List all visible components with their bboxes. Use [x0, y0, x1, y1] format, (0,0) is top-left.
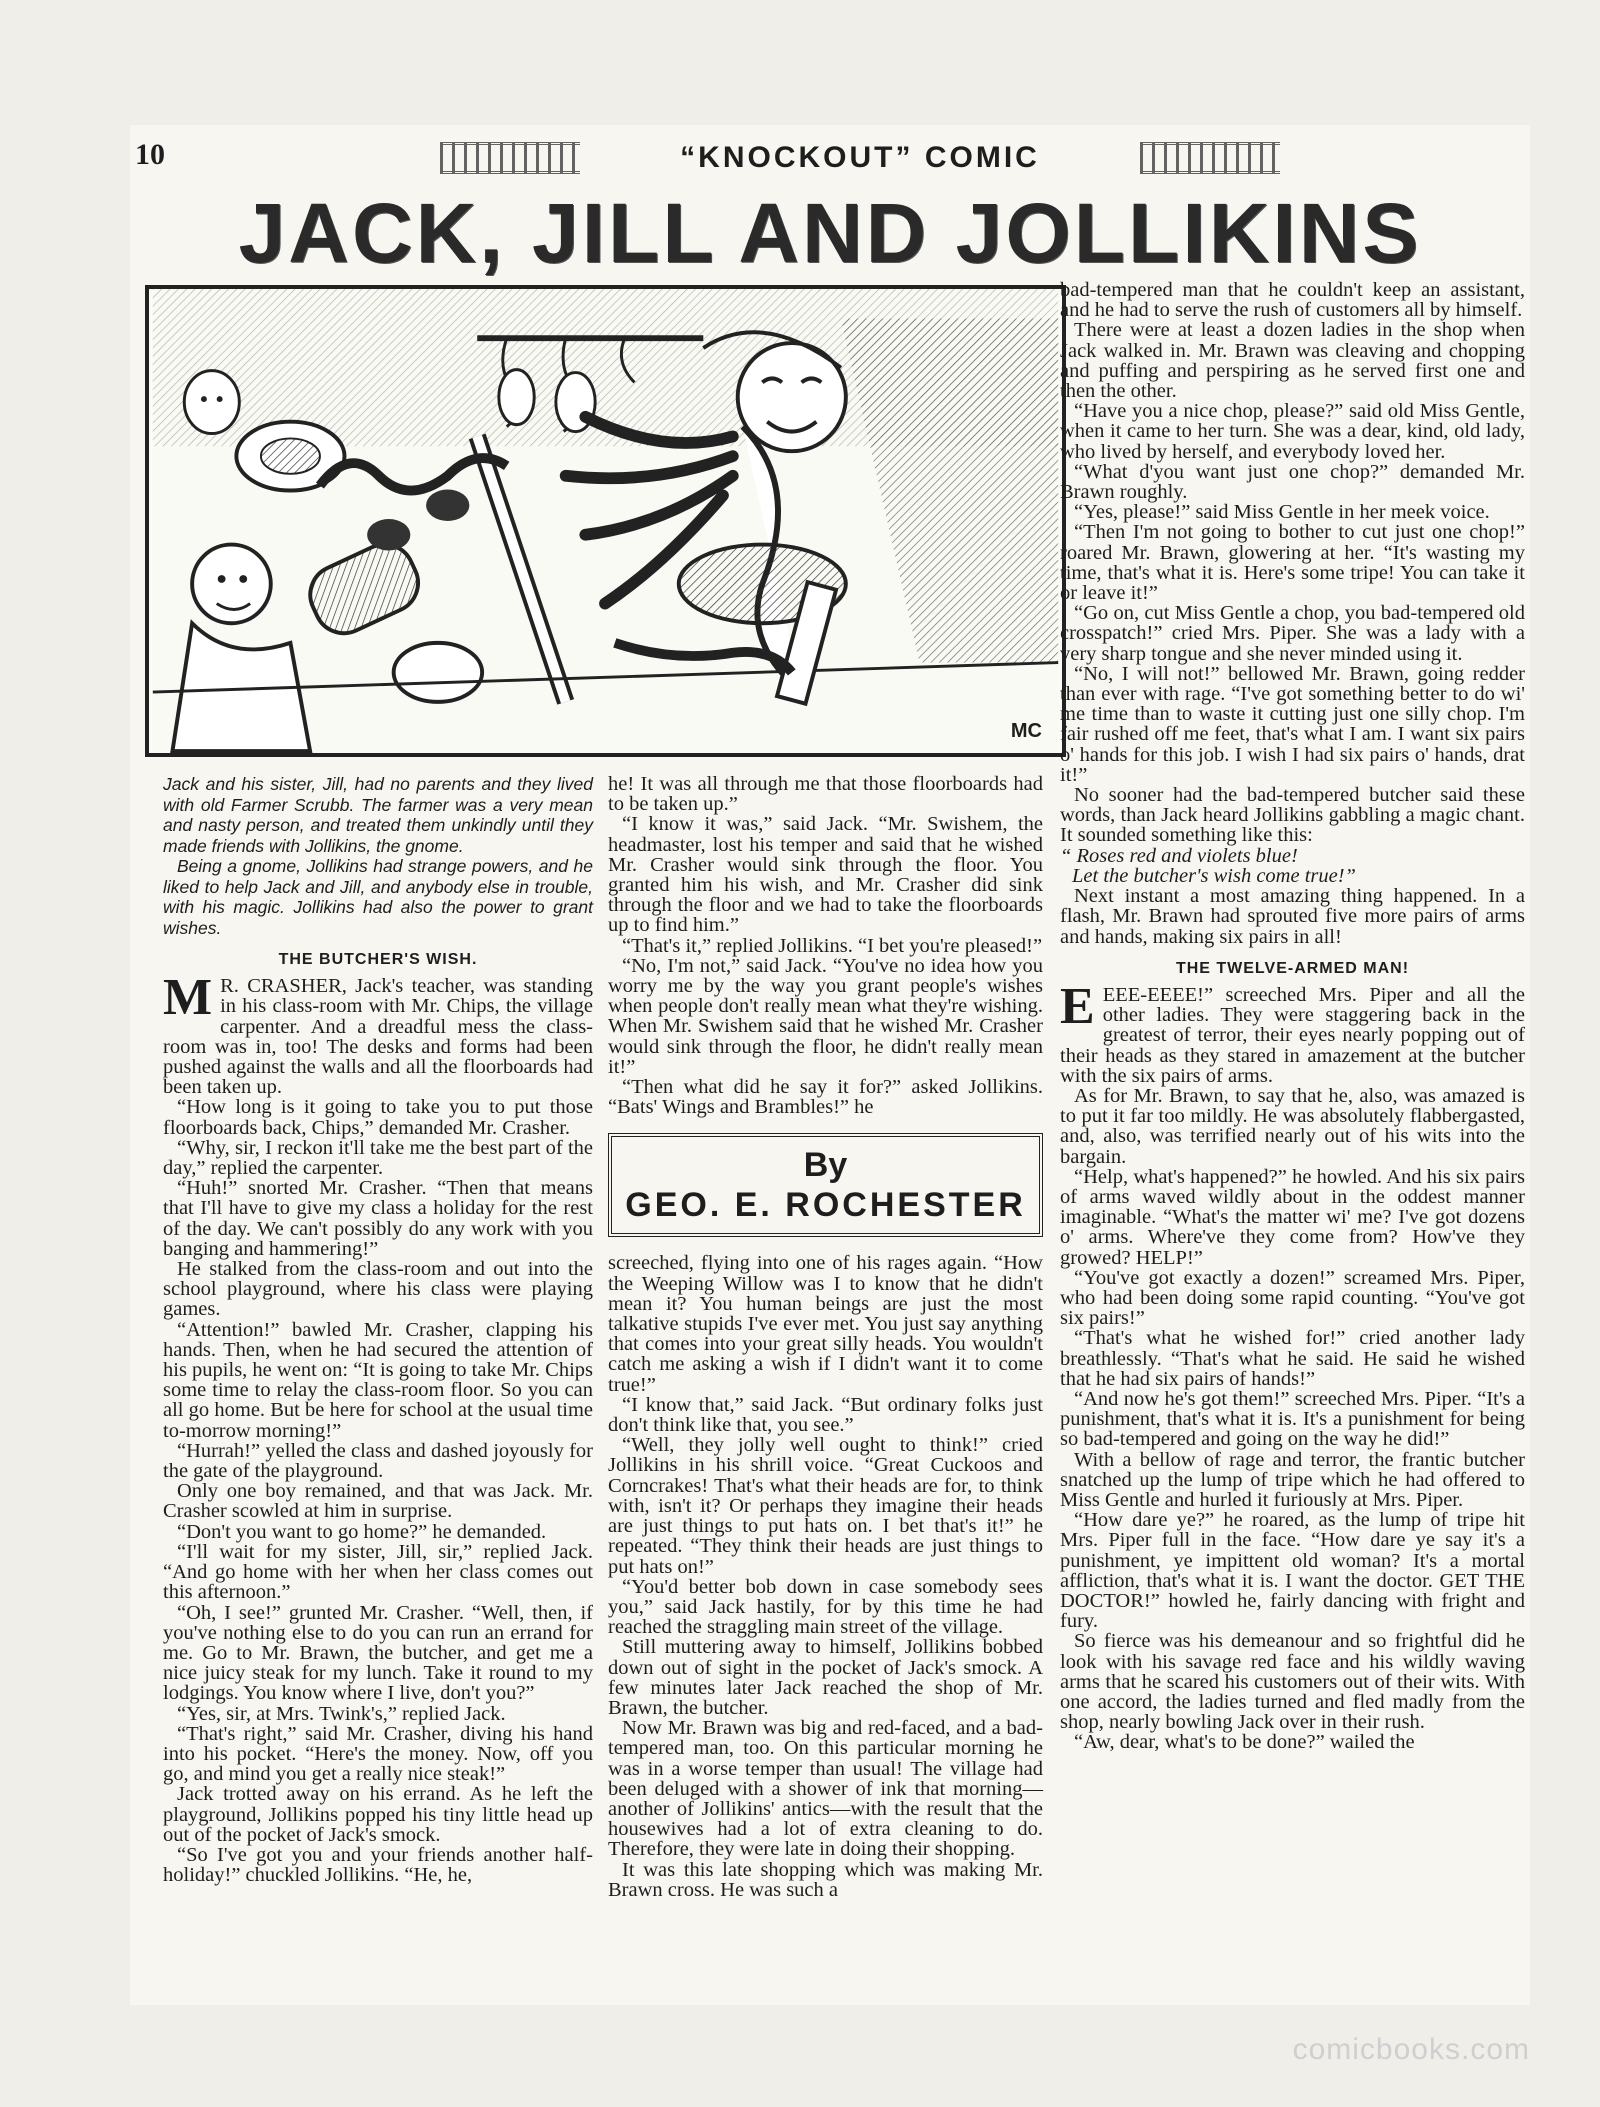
story-title: JACK, JILL AND JOLLIKINS — [238, 186, 1422, 280]
paragraph: “Go on, cut Miss Gentle a chop, you bad-tempered old crosspatch!” cried Mrs. Piper. She was a lady with a very sharp tongue and she never minded using it. — [1060, 602, 1525, 665]
paragraph: “That's right,” said Mr. Crasher, diving his hand into his pocket. “Here's the money. Now, off you go, and mind you get a really nice steak!” — [163, 1722, 593, 1786]
byline-author: GEO. E. ROCHESTER — [625, 1186, 1026, 1225]
paragraph: “Have you a nice chop, please?” said old Miss Gentle, when it came to her turn. She was a dear, kind, old lady, who lived by herself, and everybody loved her. — [1060, 400, 1525, 463]
paragraph: There were at least a dozen ladies in the shop when Jack walked in. Mr. Brawn was cleaving and chopping and puffing and perspiring as he served first one and then the other. — [1060, 319, 1525, 403]
chant-line: “ Roses red and violets blue! — [1060, 844, 1298, 867]
paragraph: “That's what he wished for!” cried another lady breathlessly. “That's what he said. He said he wished that he had six pairs of hands!” — [1060, 1327, 1525, 1390]
column-2 — [608, 774, 1043, 1900]
paragraph: bad-tempered man that he couldn't keep an assistant, and he had to serve the rush of customers all by himself. — [1060, 279, 1525, 322]
ornament-left — [440, 142, 580, 174]
chant-line: Let the butcher's wish come true!” — [1072, 864, 1356, 887]
artist-signature: MC — [1010, 720, 1042, 742]
paragraph: So fierce was his demeanour and so frightful did he look with his savage red face and his wildly waving arms that he scared his customers out of their wits. With one accord, the ladies turned and fled madly from the shop, nearly bowling Jack over in their rush. — [1060, 1630, 1525, 1734]
paragraph: Only one boy remained, and that was Jack. Mr. Crasher scowled at him in surprise. — [163, 1480, 593, 1523]
paragraph: “Then what did he say it for?” asked Jollikins. “Bats' Wings and Brambles!” he — [608, 1076, 1043, 1119]
byline-by: By — [803, 1146, 848, 1185]
paragraph: “How dare ye?” he roared, as the lump of tripe hit Mrs. Piper full in the face. “How dare ye say it's a punishment, ye impittent old woman? It's a mortal affliction, that's what it is. I want the doctor. GET THE DOCTOR!” howled he, fairly dancing with fright and fury. — [1060, 1509, 1525, 1633]
paragraph: Jack trotted away on his errand. As he left the playground, Jollikins popped his tiny little head up out of the pocket of Jack's smock. — [163, 1783, 593, 1846]
column-3 — [1060, 280, 1525, 1753]
paragraph: “Don't you want to go home?” he demanded. — [177, 1520, 547, 1543]
paragraph: “Huh!” snorted Mr. Crasher. “Then that means that I'll have to give my class a holiday for the rest of the day. We can't possibly do any work with you banging and hammering!” — [163, 1177, 593, 1260]
paragraph: “Yes, please!” said Miss Gentle in her meek voice. — [1074, 501, 1490, 524]
paragraph: “Aw, dear, what's to be done?” wailed the — [1074, 1731, 1415, 1754]
butcher-shop-illustration — [149, 289, 1062, 753]
section-heading: THE TWELVE-ARMED MAN! — [1175, 959, 1410, 977]
paragraph: “Then I'm not going to bother to cut just one chop!” roared Mr. Brawn, glowering at her. “It's wasting my time, that's what it is. Here's some tripe! You can take it or leave it!” — [1060, 521, 1525, 605]
paragraph: He stalked from the class-room and out into the school playground, where his class were playing games. — [163, 1258, 593, 1321]
opening-text: EEE-EEEE!” screeched Mrs. Piper and all the other ladies. They were staggering back in the greatest of terror, their eyes nearly popping out of their heads as they stared in amazement at the butcher with the six pairs of arms. — [1060, 983, 1525, 1087]
paragraph: “So I've got you and your friends another half-holiday!” chuckled Jollikins. “He, he, — [163, 1843, 593, 1887]
intro-paragraph: Being a gnome, Jollikins had strange powers, and he liked to help Jack and Jill, and anybody else in trouble, with his magic. Jollikins had also the power to grant wishes. — [163, 856, 593, 938]
opening-paragraph — [1060, 977, 1525, 1087]
intro-paragraph: Jack and his sister, Jill, had no parents and they lived with old Farmer Scrubb. The farmer was a very mean and nasty person, and treated them unkindly until they made friends with Jollikins, the gnome. — [163, 774, 593, 856]
watermark: comicbooks.com — [1292, 2033, 1530, 2066]
page-number: 10 — [135, 138, 165, 171]
paragraph: “How long is it going to take you to put those floorboards back, Chips,” demanded Mr. Crasher. — [163, 1096, 593, 1139]
paragraph: “Well, they jolly well ought to think!” cried Jollikins in his shrill voice. “Great Cuckoos and Corncrakes! That's what their heads are for, to think with, isn't it? Or perhaps they imagine their heads are just things to put hats on. I bet that's it!” he repeated. “They think their heads are just things to put hats on!” — [608, 1434, 1043, 1578]
paragraph: Next instant a most amazing thing happened. In a flash, Mr. Brawn had sprouted five more pairs of arms and hands, making six pairs in all! — [1060, 885, 1525, 948]
paragraph: screeched, flying into one of his rages again. “How the Weeping Willow was I to know that he didn't mean it? You human beings are just the most talkative stupids I've ever met. You just say anything that comes into your great silly heads. You wouldn't catch me asking a wish if I didn't want it to come true!” — [608, 1252, 1043, 1396]
masthead — [440, 138, 1280, 178]
paragraph: “Oh, I see!” grunted Mr. Crasher. “Well, then, if you've nothing else to do you can run an errand for me. Go to Mr. Brawn, the butcher, and get me a nice juicy steak for my lunch. Take it round to my lodgings. You know where I live, don't you?” — [163, 1601, 593, 1705]
story-intro — [163, 774, 593, 938]
magazine-title: “KNOCKOUT” COMIC — [680, 141, 1040, 174]
paragraph: “Yes, sir, at Mrs. Twink's,” replied Jack. — [177, 1702, 506, 1725]
paragraph: Now Mr. Brawn was big and red-faced, and a bad-tempered man, too. On this particular morning he was in a worse temper than usual! The village had been deluged with a shower of ink that morning—another of Jollikins' antics—with the result that the housewives had a lot of extra cleaning to do. Therefore, they were late in doing their shopping. — [608, 1717, 1043, 1861]
paragraph: No sooner had the bad-tempered butcher said these words, than Jack heard Jollikins gabbling a magic chant. It sounded something like this: — [1060, 784, 1525, 847]
paragraph: As for Mr. Brawn, to say that he, also, was amazed is to put it far too mildly. He was absolutely flabbergasted, and, also, was terrified nearly out of his wits into the bargain. — [1060, 1084, 1525, 1168]
paragraph: “Why, sir, I reckon it'll take me the best part of the day,” replied the carpenter. — [163, 1136, 593, 1180]
paragraph: “You've got exactly a dozen!” screamed Mrs. Piper, who had been doing some rapid counting. “You've got six pairs!” — [1060, 1266, 1525, 1330]
paragraph: “Hurrah!” yelled the class and dashed joyously for the gate of the playground. — [163, 1439, 593, 1483]
illustration-panel — [145, 285, 1066, 757]
paragraph: he! It was all through me that those floorboards had to be taken up.” — [608, 773, 1043, 816]
paragraph: “That's it,” replied Jollikins. “I bet you're pleased!” — [622, 934, 1043, 957]
paragraph: “I'll wait for my sister, Jill, sir,” replied Jack. “And go home with her when her class comes out this afternoon.” — [163, 1540, 593, 1604]
section-heading: THE BUTCHER'S WISH. — [278, 951, 478, 968]
paragraph: “I know that,” said Jack. “But ordinary folks just don't think like that, you see.” — [608, 1393, 1043, 1437]
paragraph: It was this late shopping which was making Mr. Brawn cross. He was such a — [608, 1858, 1043, 1901]
ornament-right — [1140, 142, 1280, 174]
opening-text: R. CRASHER, Jack's teacher, was standing in his class-room with Mr. Chips, the village carpenter. And a dreadful mess the class-room was in, too! The desks and forms had been pushed against the walls and all the floorboards had been taken up. — [163, 975, 593, 1099]
paragraph: With a bellow of rage and terror, the frantic butcher snatched up the lump of tripe which he had offered to Miss Gentle and hurled it furiously at Mrs. Piper. — [1060, 1448, 1525, 1511]
paragraph: “And now he's got them!” screeched Mrs. Piper. “It's a punishment, that's what it is. It's a punishment for being so bad-tempered and going on the way he did!” — [1060, 1387, 1525, 1451]
drop-cap: M — [163, 969, 213, 1027]
paragraph: Still muttering away to himself, Jollikins bobbed down out of sight in the pocket of Jack's smock. A few minutes later Jack reached the shop of Mr. Brawn, the butcher. — [608, 1636, 1043, 1719]
paragraph: “You'd better bob down in case somebody sees you,” said Jack hastily, for by this time he had reached the straggling main street of the village. — [608, 1575, 1043, 1639]
paragraph: “I know it was,” said Jack. “Mr. Swishem, the headmaster, lost his temper and said that he wished Mr. Crasher would sink through the floor. You granted him his wish, and Mr. Crasher did sink through the floor and we had to take the floorboards up to find him.” — [608, 813, 1043, 937]
opening-paragraph — [163, 969, 593, 1099]
drop-cap: E — [1060, 977, 1095, 1035]
column-1 — [163, 774, 593, 1885]
paragraph: “No, I'm not,” said Jack. “You've no idea how you worry me by the way you grant people's wishes when people don't really mean what they're wishing. When Mr. Swishem said that he wished Mr. Crasher would sink through the floor, he didn't really mean it!” — [608, 954, 1043, 1078]
paragraph: “Help, what's happened?” he howled. And his six pairs of arms waved wildly about in the oddest manner imaginable. “What's the matter wi' me? I've got dozens o' arms. Where've they come from? How've they growed? HELP!” — [1060, 1165, 1525, 1269]
author-byline — [608, 1133, 1043, 1237]
paragraph: “Attention!” bawled Mr. Crasher, clapping his hands. Then, when he had secured the attention of his pupils, he went on: “It is going to take Mr. Chips some time to relay the class-room floor. So you can all go home. But be here for school at the usual time to-morrow morning!” — [163, 1318, 593, 1442]
paragraph: “What d'you want just one chop?” demanded Mr. Brawn roughly. — [1060, 460, 1525, 504]
magic-chant — [1060, 846, 1525, 886]
paragraph: “No, I will not!” bellowed Mr. Brawn, going redder than ever with rage. “I've got something better to do wi' me time than to waste it cutting just one silly chop. I'm fair rushed off me feet, that's what I am. I want six pairs o' hands for this job. I wish I had six pairs o' hands, drat it!” — [1060, 662, 1525, 786]
